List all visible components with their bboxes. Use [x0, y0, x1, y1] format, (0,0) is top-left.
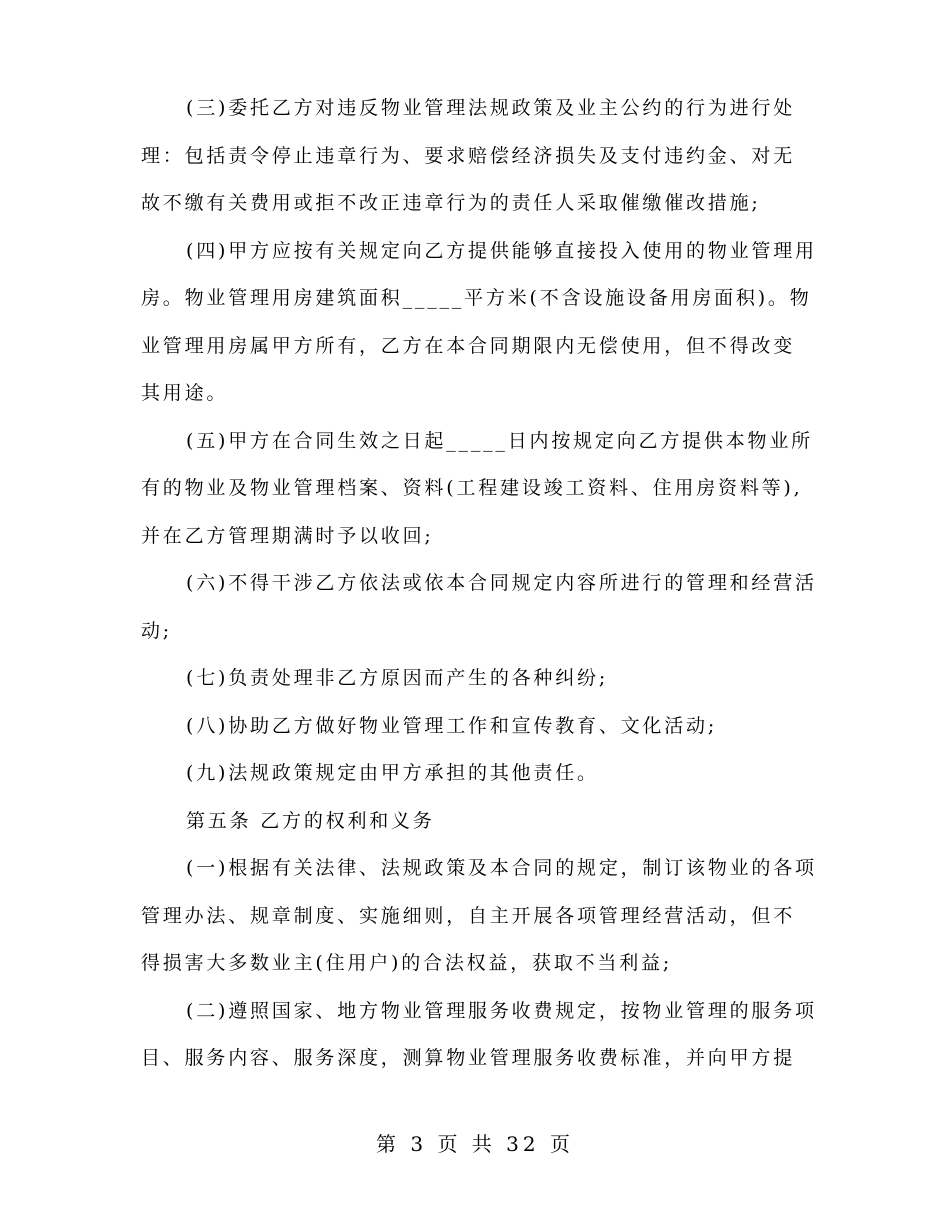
- paragraph-line: (六)不得干涉乙方依法或依本合同规定内容所进行的管理和经营活: [186, 572, 817, 594]
- paragraph-line: 管理办法、规章制度、实施细则，自主开展各项管理经营活动，但不: [141, 905, 796, 927]
- paragraph-line: 房。物业管理用房建筑面积_____平方米(不含设施设备用房面积)。物: [141, 287, 812, 309]
- paragraph-line: 得损害大多数业主(住用户)的合法权益，获取不当利益;: [141, 952, 673, 974]
- paragraph-line: 动;: [141, 620, 173, 642]
- paragraph-line: (七)负责处理非乙方原因而产生的各种纠纷;: [186, 667, 609, 689]
- paragraph-line: 业管理用房属甲方所有，乙方在本合同期限内无偿使用，但不得改变: [141, 335, 796, 357]
- paragraph-line: 目、服务内容、服务深度，测算物业管理服务收费标准，并向甲方提: [141, 1047, 796, 1069]
- paragraph-line: (二)遵照国家、地方物业管理服务收费规定，按物业管理的服务项: [186, 1000, 817, 1022]
- page-number-footer: 第 3 页 共 32 页: [376, 1132, 574, 1156]
- paragraph-line: (三)委托乙方对违反物业管理法规政策及业主公约的行为进行处: [186, 97, 796, 119]
- paragraph-line: (五)甲方在合同生效之日起_____日内按规定向乙方提供本物业所: [186, 430, 813, 452]
- paragraph-line: 有的物业及物业管理档案、资料(工程建设竣工资料、住用房资料等),: [141, 477, 803, 499]
- section-heading: 第五条 乙方的权利和义务: [186, 810, 435, 832]
- paragraph-line: (一)根据有关法律、法规政策及本合同的规定，制订该物业的各项: [186, 857, 817, 879]
- paragraph-line: (四)甲方应按有关规定向乙方提供能够直接投入使用的物业管理用: [186, 240, 817, 262]
- paragraph-line: (九)法规政策规定由甲方承担的其他责任。: [186, 762, 599, 784]
- paragraph-line: 故不缴有关费用或拒不改正违章行为的责任人采取催缴催改措施;: [141, 192, 761, 214]
- paragraph-line: (八)协助乙方做好物业管理工作和宣传教育、文化活动;: [186, 715, 718, 737]
- paragraph-line: 其用途。: [141, 382, 229, 404]
- paragraph-line: 并在乙方管理期满时予以收回;: [141, 525, 434, 547]
- paragraph-line: 理：包括责令停止违章行为、要求赔偿经济损失及支付违约金、对无: [141, 145, 796, 167]
